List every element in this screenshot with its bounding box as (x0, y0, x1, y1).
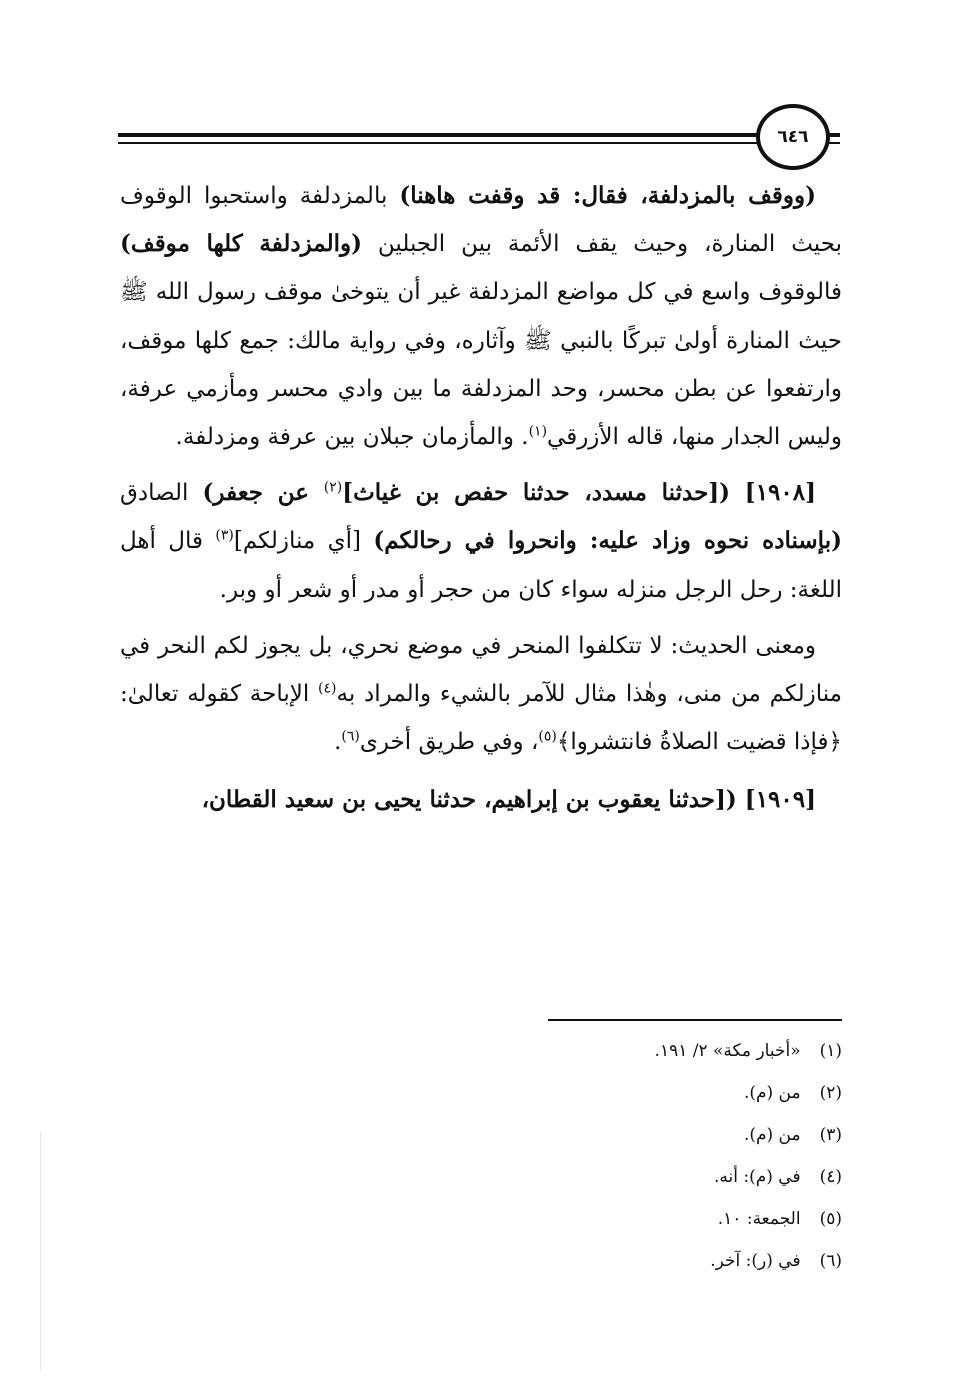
footnote-text: في (ر): آخر. (710, 1251, 801, 1271)
page-number-badge (756, 104, 830, 170)
footnote-item (420, 1030, 842, 1072)
commentary-text: الإباحة كقوله تعالىٰ: ﴿فإذا قضيت الصلاةُ فانتشروا﴾ (120, 681, 842, 756)
footnote-ref-3: (٣) (215, 527, 234, 544)
footnote-text: من (م). (743, 1125, 801, 1145)
commentary-text: . والمأزمان جبلان بين عرفة ومزدلفة. (175, 424, 529, 451)
quoted-hadith-text: عن جعفر) (202, 479, 324, 507)
footnote-ref-5: (٥) (538, 728, 557, 745)
quoted-hadith-text: (والمزدلفة كلها موقف) (120, 230, 362, 258)
footnote-text: في (م): أنه. (714, 1167, 801, 1187)
commentary-text: [أي منازلكم] (233, 528, 374, 555)
commentary-text: الصادق (120, 480, 203, 507)
footnote-item (420, 1240, 842, 1282)
footnotes-list (420, 1030, 842, 1282)
footnote-text: من (م). (743, 1083, 801, 1103)
quoted-hadith-text: (ووقف بالمزدلفة، فقال: قد وقفت هاهنا) (399, 182, 816, 209)
footnote-separator (548, 1019, 842, 1021)
footnote-text: الجمعة: ١٠. (717, 1209, 801, 1229)
header-rule-thick (118, 133, 840, 137)
body-text (120, 172, 842, 825)
footnote-number: (٥) (819, 1209, 842, 1229)
footnote-item (420, 1198, 842, 1240)
paragraph-4 (120, 776, 842, 824)
header-rule-thin (118, 142, 840, 144)
paragraph-1 (120, 172, 842, 461)
footnote-number: (٦) (819, 1251, 842, 1271)
scan-edge-mark (40, 1132, 41, 1370)
commentary-text: ومعنى الحديث: لا تتكلفوا المنحر في موضع نحري، بل يجوز لكم النحر في منازلكم من منى، وهٰذا مثال للآمر بالشيء والمراد به (120, 632, 843, 708)
footnote-ref-4: (٤) (318, 680, 337, 697)
footnote-ref-6: (٦) (341, 728, 360, 745)
quoted-hadith-text: (بإسناده نحوه وزاد عليه: وانحروا في رحالكم) (373, 527, 842, 555)
hadith-number-and-isnad: [١٩٠٩] ([حدثنا يعقوب بن إبراهيم، حدثنا يحيى بن سعيد القطان، (201, 786, 816, 814)
commentary-text: بالمزدلفة واستحبوا الوقوف بحيث المنارة، وحيث يقف الأئمة بين الجبلين (120, 183, 842, 258)
footnote-number: (١) (819, 1041, 842, 1061)
commentary-text: ، وفي طريق أخرى (359, 729, 539, 756)
paragraph-2 (120, 469, 842, 614)
footnote-ref-2: (٢) (323, 479, 343, 496)
commentary-text: فالوقوف واسع في كل مواضع المزدلفة غير أن يتوخىٰ موقف رسول الله ﷺ حيث المنارة أولىٰ تبركًا بالنبي ﷺ وآثاره، وفي رواية مالك: جمع كلها موقف، وارتفعوا عن بطن محسر، وحد المزدلفة ما بين وادي محسر ومأزمي عرفة، وليس الجدار منها، قاله الأزرقي (120, 279, 842, 451)
footnote-number: (٢) (819, 1083, 842, 1103)
paragraph-3 (120, 622, 842, 767)
footnote-item (420, 1114, 842, 1156)
footnote-ref-1: (١) (528, 423, 548, 440)
footnote-text: «أخبار مكة» ٢/ ١٩١. (654, 1041, 801, 1061)
page-header (118, 100, 840, 180)
footnote-item (420, 1156, 842, 1198)
footnote-number: (٣) (819, 1125, 842, 1145)
footnote-item (420, 1072, 842, 1114)
commentary-text: . (334, 729, 342, 756)
page-number: ٦٤٦ (777, 127, 809, 147)
footnote-number: (٤) (819, 1167, 842, 1187)
hadith-number-and-isnad: [١٩٠٨] ([حدثنا مسدد، حدثنا حفص بن غياث] (342, 479, 817, 507)
commentary-text: قال أهل اللغة: رحل الرجل منزله سواء كان من حجر أو مدر أو شعر أو وبر. (120, 528, 842, 603)
